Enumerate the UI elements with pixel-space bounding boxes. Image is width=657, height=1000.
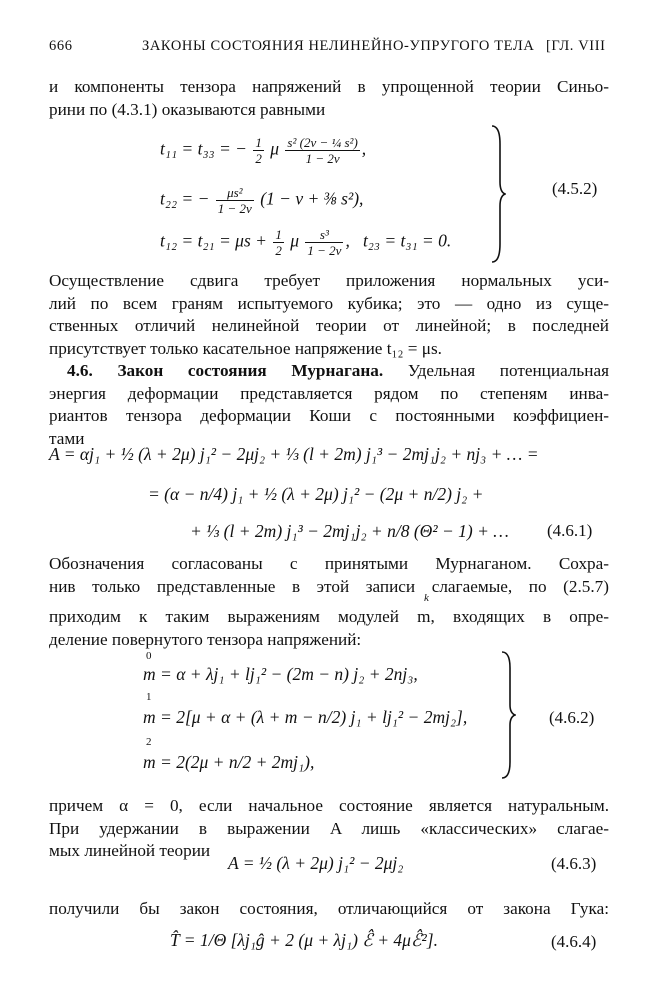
text-line: 4.6. Закон состояния Мурнагана. Удельная потенциальная — [67, 361, 609, 380]
notation-paragraph — [49, 553, 609, 598]
text-line: энергия деформации представляется рядом по степеням инва- — [49, 383, 609, 403]
equation-4-6-4: T̂ = 1/Θ [λj₁ĝ + 2 (μ + λj₁) ℰ̂ + 4μℰ̂²]. — [170, 930, 438, 950]
text-line: При удержании в выражении A лишь «классических» слагае- — [49, 818, 609, 838]
right-brace-icon — [490, 124, 506, 264]
chapter-label: [ГЛ. VIII — [546, 38, 606, 54]
equation-number: (4.6.3) — [551, 854, 597, 873]
text-line: Осуществление сдвига требует приложения нормальных уси- — [49, 271, 609, 290]
running-title: ЗАКОНЫ СОСТОЯНИЯ НЕЛИНЕЙНО-УПРУГОГО ТЕЛА — [142, 38, 535, 54]
text-line: нив только представленные в этой записи слагаемые, по (2.5.7) — [49, 576, 609, 596]
section-heading: 4.6. Закон состояния Мурнагана. — [67, 361, 384, 380]
equation-number: (4.6.1) — [547, 521, 593, 540]
text-line: мых линейной теории — [49, 841, 211, 861]
intro-paragraph — [49, 76, 609, 121]
text-line: лий по всем граням испытуемого кубика; это — одно из суще- — [49, 293, 609, 313]
equation-number: (4.6.2) — [549, 708, 595, 727]
equation-4-5-2-row-1: t₁₁ = t₃₃ = − $\frac{1}{2}$ μ $\frac{\text{s² (2ν − ¼ s²)}}{1 - 2\nu}$ , — [160, 135, 367, 166]
text-line: рини по (4.3.1) оказываются равными — [49, 99, 326, 119]
equation-4-5-2-row-3: t₁₂ = t₂₁ = μs + $\frac{1}{2}$ μ $\frac{\text{s³}}{1 - 2\nu}$ , t₂₃ = t₃₁ = 0. — [160, 227, 452, 258]
text-line: деление повернутого тензора напряжений: — [49, 629, 362, 649]
modulus-index: k — [424, 592, 429, 604]
superscript-index: 1 — [146, 691, 152, 703]
notation-paragraph-cont — [49, 606, 609, 651]
equation-4-6-2-row-3: m = 2(2μ + n/2 + 2mj₁), — [143, 752, 315, 772]
section-4-6-paragraph — [49, 360, 609, 450]
text-line: присутствует только касательное напряжение t₁₂ = μs. — [49, 338, 442, 358]
equation-4-6-1-row-1: A = αj₁ + ½ (λ + 2μ) j₁² − 2μj₂ + ⅓ (l + 2m) j₁³ − 2mj₁j₂ + nj₃ + … = — [49, 444, 539, 464]
text-line: Обозначения согласованы с принятыми Мурнаганом. Сохра- — [49, 554, 609, 573]
hooke-paragraph — [49, 898, 609, 921]
superscript-index: 0 — [146, 650, 152, 662]
equation-4-6-2-row-1: m = α + λj₁ + lj₁² − (2m − n) j₂ + 2nj₃, — [143, 664, 418, 684]
text-line: получили бы закон состояния, отличающийся от закона Гука: — [49, 899, 609, 918]
equation-4-6-1-row-2: = (α − n/4) j₁ + ½ (λ + 2μ) j₁² − (2μ + n/2) j₂ + — [148, 484, 484, 504]
equation-number: (4.6.4) — [551, 932, 597, 951]
shear-paragraph — [49, 270, 609, 360]
text-line: и компоненты тензора напряжений в упрощенной теории Синьо- — [49, 77, 609, 96]
page-number: 666 — [49, 38, 73, 54]
equation-4-6-2-row-2: m = 2[μ + α + (λ + m − n/2) j₁ + lj₁² − 2mj₂], — [143, 707, 468, 727]
right-brace-icon — [500, 650, 516, 780]
text-line: тами — [49, 428, 85, 448]
equation-number: (4.5.2) — [552, 179, 598, 198]
text-line: приходим к таким выражениям модулей m, входящих в опре- — [49, 607, 609, 626]
equation-4-5-2-row-2: t₂₂ = − $\frac{\text{μs²}}{1 - 2\nu}$ (1 − ν + ⅜ s²), — [160, 185, 364, 216]
equation-4-6-1-row-3: + ⅓ (l + 2m) j₁³ − 2mj₁j₂ + n/8 (Θ² − 1) + … — [190, 521, 509, 541]
text-line: причем α = 0, если начальное состояние является натуральным. — [49, 796, 609, 815]
superscript-index: 2 — [146, 736, 152, 748]
equation-4-6-3: A = ½ (λ + 2μ) j₁² − 2μj₂ — [228, 853, 404, 873]
text-line: риантов тензора деформации Коши с постоянными коэффициен- — [49, 406, 609, 426]
text-line: ственных отличий нелинейной теории от линейной; в последней — [49, 316, 609, 336]
